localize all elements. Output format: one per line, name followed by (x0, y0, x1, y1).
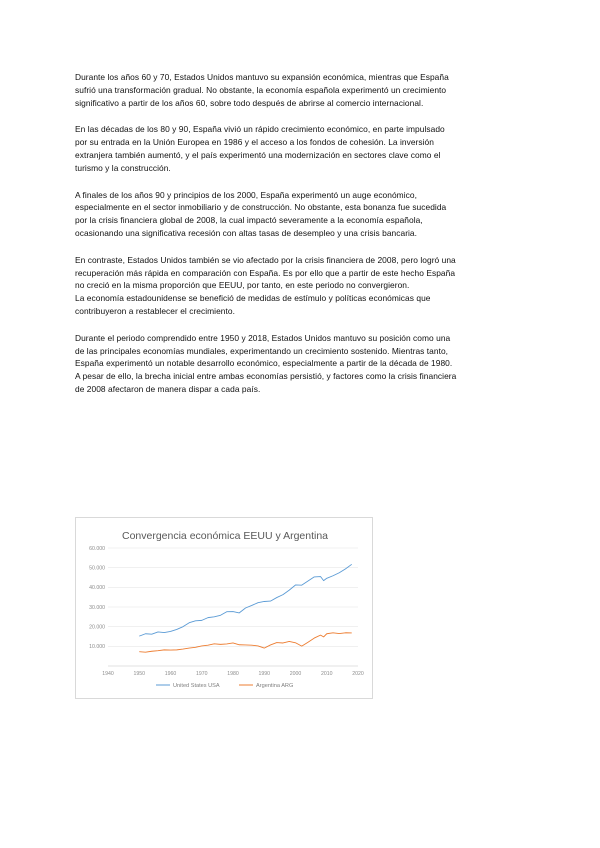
text-line: ocasionando una significativa recesión con altas tasas de desempleo y una crisis bancaria. (75, 227, 418, 238)
text-line: de 2008 afectaron de manera dispar a cada país. (75, 383, 261, 394)
text-line: A pesar de ello, la brecha inicial entre ambas economías persistió, y factores como la crisis financiera (75, 371, 457, 382)
text-line: Durante los años 60 y 70, Estados Unidos mantuvo su expansión económica, mientras que España (75, 72, 449, 82)
line-chart (75, 517, 373, 699)
chart-canvas (76, 518, 374, 700)
y-tick-label: 20.000 (89, 624, 105, 631)
paragraph (75, 189, 530, 240)
y-tick-label: 50.000 (89, 565, 105, 572)
x-tick-label: 2010 (320, 671, 333, 677)
text-line: A finales de los años 90 y principios de los 2000, España experimentó un auge económico, (75, 189, 417, 200)
y-tick-label: 40.000 (89, 585, 105, 592)
text-line: por su entrada en la Unión Europea en 1986 y el acceso a los fondos de cohesión. La inversión (75, 137, 434, 148)
text-line: sufrió una transformación gradual. No obstante, la economía española experimentó un crecimiento (75, 84, 447, 95)
x-tick-label: 1970 (195, 671, 208, 677)
y-axis-ticks (89, 546, 105, 650)
usa-series-line (139, 564, 352, 636)
chart-title: Convergencia económica EEUU y Argentina (121, 530, 329, 542)
paragraph (75, 254, 530, 318)
x-tick-label: 1990 (258, 671, 271, 677)
text-line: En las décadas de los 80 y 90, España vivió un rápido crecimiento económico, en parte impulsado (75, 124, 445, 135)
body-text (75, 71, 530, 410)
x-tick-label: 1960 (164, 671, 177, 677)
text-line: por la crisis financiera global de 2008, la cual impactó severamente a la economía española, (75, 215, 423, 226)
x-axis-ticks (102, 671, 364, 677)
x-tick-label: 1940 (102, 671, 114, 677)
paragraph (75, 71, 530, 109)
text-line: significativo a partir de los años 60, sobre todo después de abrirse al comercio internacional. (75, 97, 424, 108)
paragraph (75, 123, 530, 174)
text-line: no creció en la misma proporción que EEUU, por tanto, en este periodo no convergieron. (75, 280, 410, 291)
text-line: de las principales economías mundiales, experimentando un crecimiento sostenido. Mientras tanto, (75, 345, 449, 356)
y-tick-label: 30.000 (89, 604, 105, 611)
legend-item-usa-label: United States USA (173, 683, 220, 689)
chart-gridlines (108, 548, 358, 666)
legend-item-argentina-label: Argentina ARG (256, 683, 294, 689)
text-line: especialmente en el sector inmobiliario y de construcción. No obstante, esta bonanza fue sucedida (75, 202, 447, 213)
chart-series (139, 564, 352, 652)
text-line: España experimentó un notable desarrollo económico, especialmente a partir de la década de 1980. (75, 358, 453, 369)
text-line: En contraste, Estados Unidos también se vio afectado por la crisis financiera de 2008, pero logró una (75, 254, 456, 265)
text-line: contribuyeron a restablecer el crecimiento. (75, 305, 235, 316)
y-tick-label: 10.000 (89, 644, 105, 651)
text-line: extranjera también aumentó, y el país experimentó una modernización en sectores clave como el (75, 149, 441, 160)
text-line: Durante el periodo comprendido entre 1950 y 2018, Estados Unidos mantuvo su posición como una (75, 332, 451, 343)
x-tick-label: 1950 (133, 671, 146, 677)
text-line: La economía estadounidense se benefició de medidas de estímulo y políticas económicas que (75, 293, 431, 304)
y-tick-label: 60.000 (89, 545, 105, 552)
x-tick-label: 2000 (289, 671, 302, 677)
paragraph (75, 332, 530, 396)
argentina-series-line (139, 633, 352, 652)
x-tick-label: 1980 (227, 671, 239, 677)
chart-legend (156, 683, 293, 689)
text-line: turismo y la construcción. (75, 162, 171, 173)
text-line: recuperación más rápida en comparación con España. Es por ello que a partir de este hecho España (75, 267, 456, 278)
x-tick-label: 2020 (352, 671, 364, 677)
